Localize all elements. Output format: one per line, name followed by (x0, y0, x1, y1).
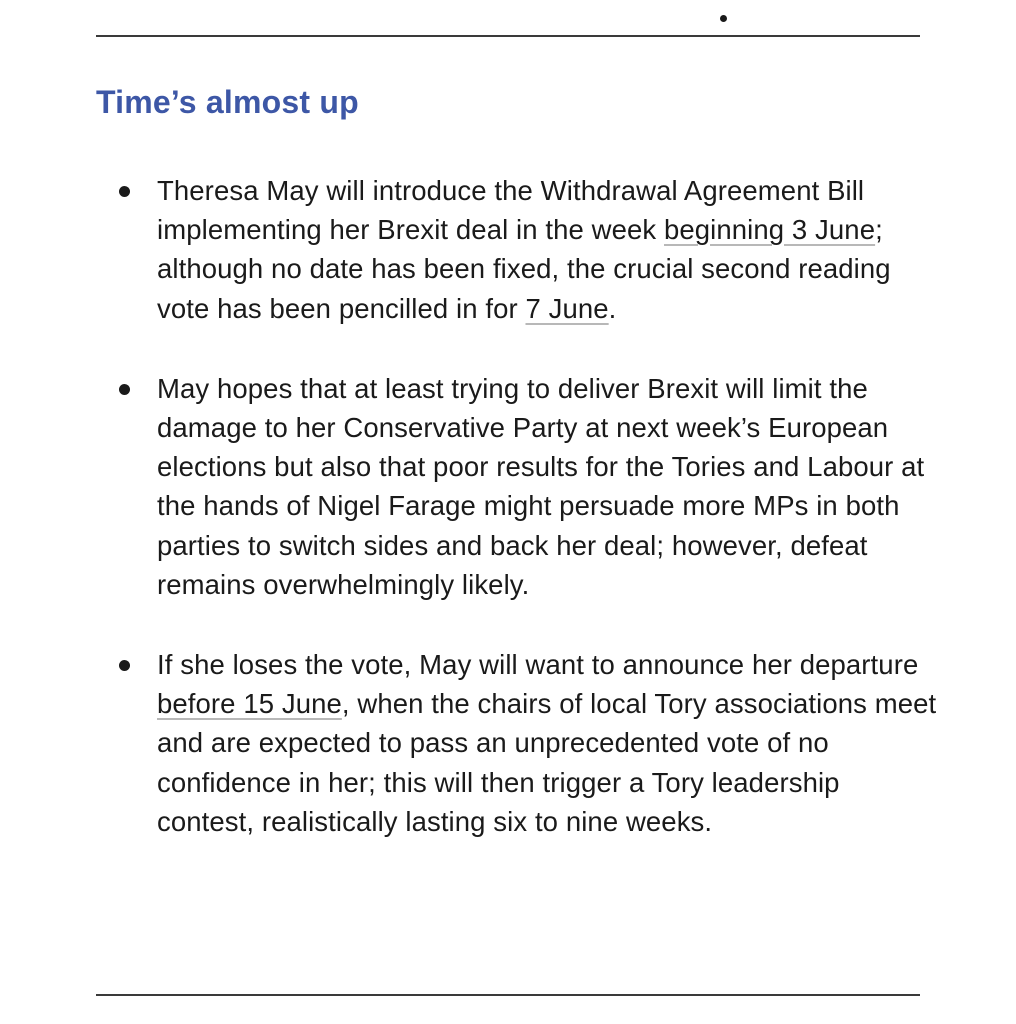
top-dot (720, 15, 727, 22)
bullet-item-european-elections (157, 369, 937, 604)
bullet-list (157, 171, 937, 841)
bullet-text: Theresa May will introduce the Withdrawal Agreement Bill implementing her Brexit deal in the week (157, 175, 865, 246)
link-7-june[interactable]: 7 June (525, 292, 609, 324)
bullet-text: . (608, 292, 617, 324)
bullet-text: May hopes that at least trying to deliver Brexit will limit the damage to her Conservative Party at next week’s European elections but also that poor results for the Tories and Labour at the hands of Nigel Farage might persuade more MPs in both parties to switch sides and back her deal; however, defeat remains overwhelmingly likely. (157, 372, 925, 600)
bullet-icon (119, 660, 130, 671)
bullet-icon (119, 384, 130, 395)
link-before-15-june[interactable]: before 15 June (157, 688, 342, 720)
bullet-text: If she loses the vote, May will want to announce her departure (157, 649, 919, 681)
section-heading: Time’s almost up (96, 84, 359, 120)
bullet-item-withdrawal-bill (157, 171, 937, 328)
bullet-text: , when the chairs of local Tory associations meet and are expected to pass an unprecedented vote of no confidence in her; this will then trigger a Tory leadership contest, realistically lasting six to nine weeks. (157, 688, 937, 837)
bottom-divider (96, 994, 920, 996)
top-divider (96, 35, 920, 37)
bullet-item-departure (157, 645, 937, 841)
bullet-icon (119, 186, 130, 197)
bullet-text: ; although no date has been fixed, the crucial second reading vote has been pencilled in for (157, 214, 891, 324)
link-beginning-3-june[interactable]: beginning 3 June (664, 214, 876, 246)
